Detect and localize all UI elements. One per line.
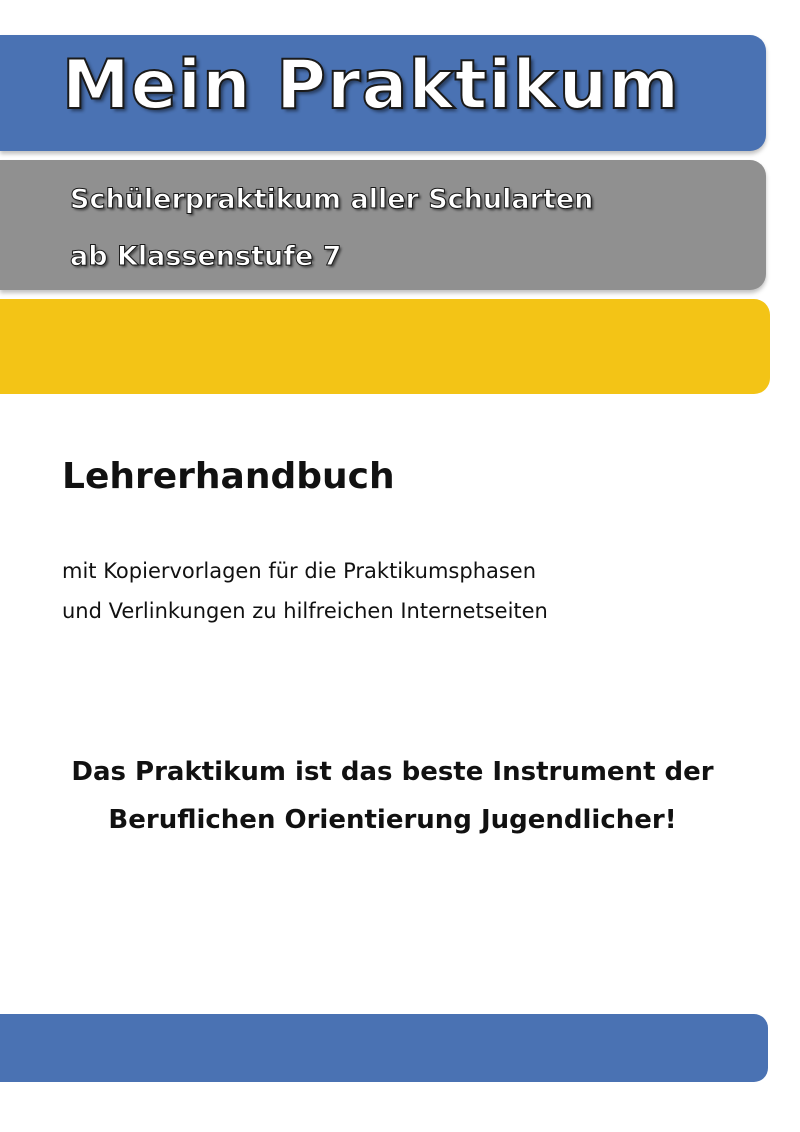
description: [62, 551, 548, 631]
accent-band: [0, 299, 770, 394]
main-title: Mein Praktikum: [62, 46, 680, 125]
handbook-title: Lehrerhandbuch: [62, 456, 395, 497]
slogan-line-2: Beruflichen Orientierung Jugendlicher!: [108, 805, 677, 835]
subtitle-line-2: ab Klassenstufe 7: [70, 241, 342, 272]
footer-band: [0, 1014, 768, 1082]
description-line-2: und Verlinkungen zu hilfreichen Internetseiten: [62, 599, 548, 623]
subtitle-line-1: Schülerpraktikum aller Schularten: [70, 184, 594, 215]
slogan-line-1: Das Praktikum ist das beste Instrument der: [71, 757, 714, 787]
slogan: [0, 748, 785, 844]
description-line-1: mit Kopiervorlagen für die Praktikumsphasen: [62, 559, 537, 583]
